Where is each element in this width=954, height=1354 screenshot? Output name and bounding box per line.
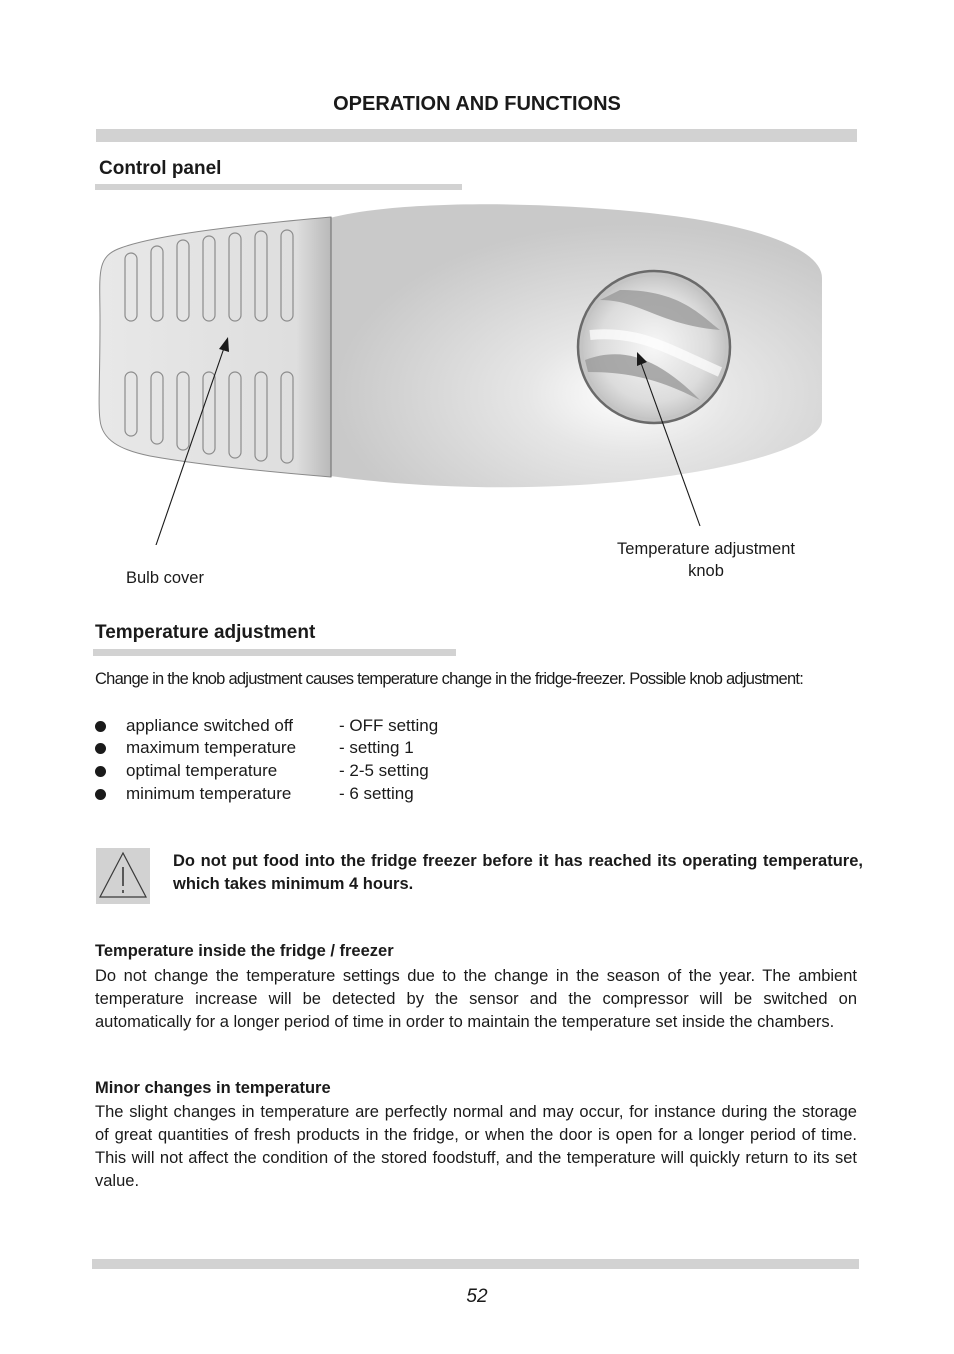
setting-label: appliance switched off <box>126 716 293 735</box>
control-panel-heading: Control panel <box>99 158 222 179</box>
page-number: 52 <box>466 1286 488 1307</box>
setting-label: maximum temperature <box>126 738 297 757</box>
bullet-icon <box>95 766 106 777</box>
warning-box <box>96 848 150 904</box>
warning-text: Do not put food into the fridge freezer before it has reached its operating temperature, which takes minimum 4 hours. <box>173 852 863 893</box>
knob-label-line1: Temperature adjustment <box>617 540 795 558</box>
adjustment-intro: Change in the knob adjustment causes temperature change in the fridge-freezer. Possible knob adjustment: <box>95 670 804 688</box>
control-panel-rule <box>95 184 462 190</box>
footer-rule <box>92 1259 859 1269</box>
panel-body <box>330 204 822 487</box>
title-rule <box>96 129 857 142</box>
setting-value: - OFF setting <box>339 716 439 735</box>
section-heading: Minor changes in temperature <box>95 1079 331 1097</box>
bullet-icon <box>95 789 106 800</box>
setting-value: - setting 1 <box>339 738 414 757</box>
section-body: The slight changes in temperature are perfectly normal and may occur, for instance during the storage of great quantities of fresh products in the fridge, or when the door is open for a longer period of time. This will not affect the condition of the stored foodstuff, and the temperature will quickly return to its set value. <box>95 1103 857 1190</box>
setting-value: - 2-5 setting <box>339 761 429 780</box>
bullet-icon <box>95 721 106 732</box>
section-body: Do not change the temperature settings due to the change in the season of the year. The ambient temperature increase will be detected by the sensor and the compressor will be switched on automatically for a longer period of time in order to maintain the temperature set inside the chambers. <box>95 967 857 1031</box>
warning-triangle-icon <box>96 848 150 904</box>
knob-label-line2: knob <box>688 562 724 580</box>
page-title: OPERATION AND FUNCTIONS <box>333 93 621 115</box>
bulb-cover-label: Bulb cover <box>126 569 204 587</box>
temperature-adjustment-heading: Temperature adjustment <box>95 622 316 643</box>
setting-value: - 6 setting <box>339 784 414 803</box>
control-panel-illustration <box>0 195 954 545</box>
setting-label: optimal temperature <box>126 761 278 780</box>
setting-label: minimum temperature <box>126 784 292 803</box>
temperature-adjustment-rule <box>93 649 456 656</box>
section-heading: Temperature inside the fridge / freezer <box>95 942 394 960</box>
bullet-icon <box>95 743 106 754</box>
